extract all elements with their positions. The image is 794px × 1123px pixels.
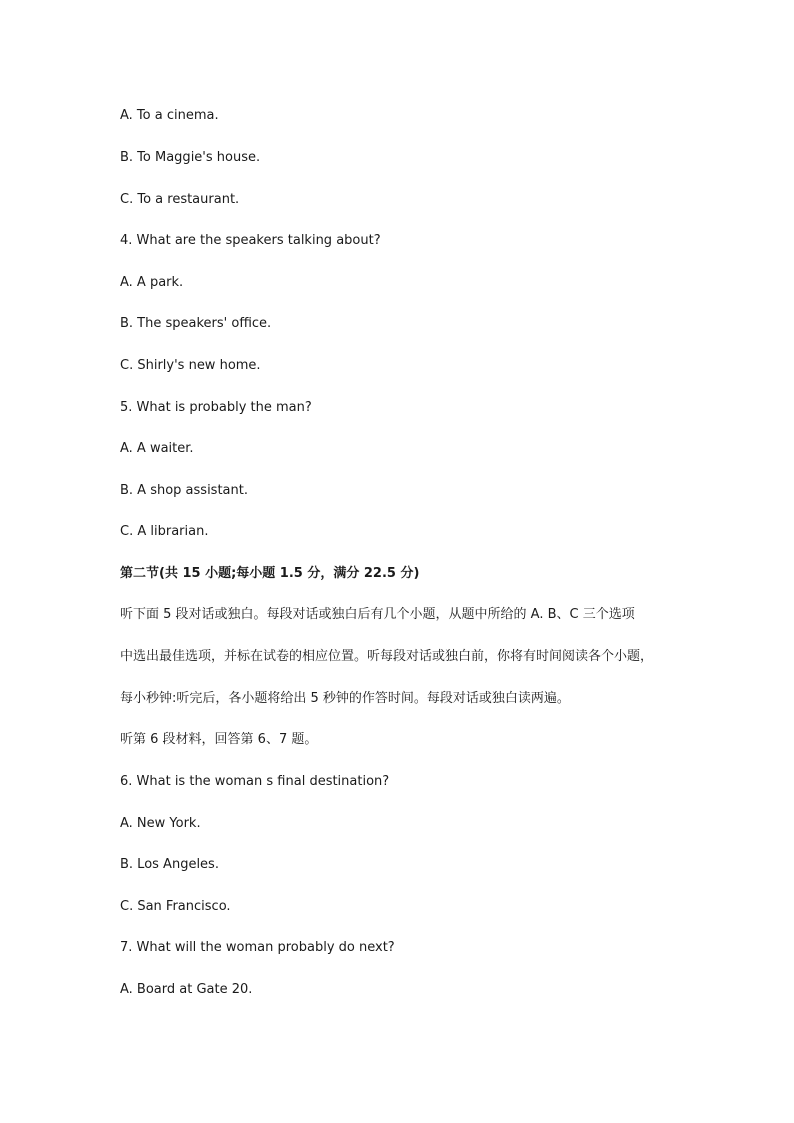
q6-option-b: B. Los Angeles. — [120, 857, 219, 872]
q6-option-a: A. New York. — [120, 816, 201, 831]
q5-option-c: C. A librarian. — [120, 524, 209, 539]
instructions-line-3: 每小秒钟:听完后，各小题将给出 5 秒钟的作答时间。每段对话或独白读两遍。 — [120, 691, 570, 706]
q7-option-a: A. Board at Gate 20. — [120, 982, 253, 997]
q4-option-b: B. The speakers' office. — [120, 316, 272, 331]
q4-option-a: A. A park. — [120, 275, 184, 290]
question-6: 6. What is the woman s final destination? — [120, 774, 390, 789]
q4-option-c: C. Shirly's new home. — [120, 358, 261, 373]
q5-option-a: A. A waiter. — [120, 441, 194, 456]
q3-option-b: B. To Maggie's house. — [120, 150, 261, 165]
question-5: 5. What is probably the man? — [120, 400, 312, 415]
question-4: 4. What are the speakers talking about? — [120, 233, 381, 248]
q5-option-b: B. A shop assistant. — [120, 483, 248, 498]
q3-option-a: A. To a cinema. — [120, 108, 219, 123]
section-two-heading: 第二节(共 15 小题;每小题 1.5 分，满分 22.5 分) — [120, 566, 420, 581]
question-7: 7. What will the woman probably do next? — [120, 940, 395, 955]
material-6-prompt: 听第 6 段材料，回答第 6、7 题。 — [120, 732, 318, 747]
instructions-line-1: 听下面 5 段对话或独白。每段对话或独白后有几个小题，从题中所给的 A. B、C 三个选项 — [120, 607, 635, 622]
q3-option-c: C. To a restaurant. — [120, 192, 240, 207]
instructions-line-2: 中选出最佳选项，并标在试卷的相应位置。听每段对话或独白前，你将有时间阅读各个小题， — [120, 649, 654, 664]
q6-option-c: C. San Francisco. — [120, 899, 231, 914]
